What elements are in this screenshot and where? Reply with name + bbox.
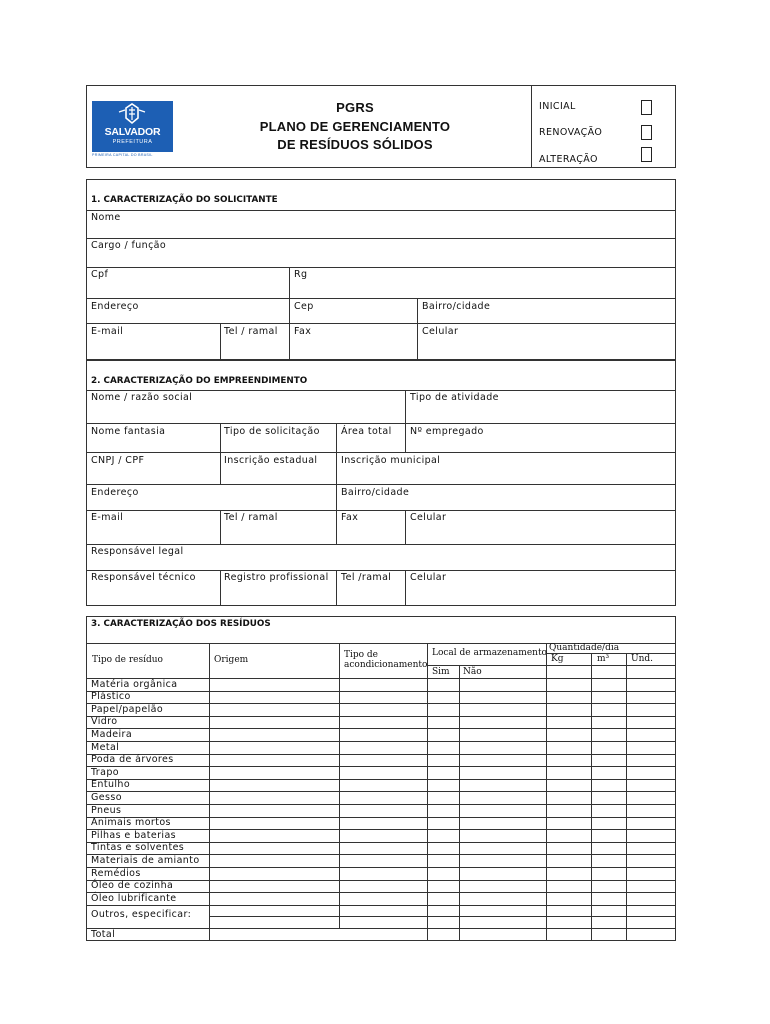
residue-row-label: Gesso [91, 791, 122, 803]
residue-row-label: Pilhas e baterias [91, 829, 177, 841]
row-outros-label: Outros, especificar: [91, 909, 192, 920]
residue-row-label: Metal [91, 741, 120, 753]
col-tipo-header: Tipo de resíduo [92, 655, 163, 665]
residue-row-divider [86, 804, 676, 805]
s1-rg-label: Rg [294, 269, 308, 280]
residue-row-label: Plástico [91, 691, 131, 703]
residue-row-divider [86, 728, 676, 729]
residue-row-divider [86, 905, 676, 906]
s2-registro-label: Registro profissional [224, 572, 329, 583]
residue-row-label: Materiais de amianto [91, 854, 200, 866]
s2-celular2-label: Celular [410, 572, 447, 583]
residue-row-divider [86, 817, 676, 818]
s2-resp-legal-label: Responsável legal [91, 546, 184, 557]
s2-estadual-label: Inscrição estadual [224, 455, 318, 466]
residue-row-label: Vidro [91, 716, 118, 728]
residue-row-label: Pneus [91, 804, 122, 816]
s2-fantasia-label: Nome fantasia [91, 426, 166, 437]
s1-cargo-label: Cargo / função [91, 240, 167, 251]
residue-row-label: Madeira [91, 728, 133, 740]
col-origem-header: Origem [214, 655, 249, 665]
logo-sub: PREFEITURA [112, 139, 153, 145]
option-inicial-checkbox[interactable] [641, 100, 652, 115]
title-line-3: DE RESÍDUOS SÓLIDOS [277, 137, 433, 152]
residue-row-divider [86, 880, 676, 881]
residue-row-divider [86, 716, 676, 717]
col-nao-header: Não [463, 667, 482, 677]
s1-nome-label: Nome [91, 212, 121, 223]
s2-atividade-label: Tipo de atividade [410, 392, 499, 403]
residue-row-divider [86, 741, 676, 742]
logo-name: SALVADOR [104, 126, 161, 138]
option-inicial-label: INICIAL [539, 101, 576, 112]
option-alteracao-checkbox[interactable] [641, 147, 652, 162]
s2-endereco-label: Endereço [91, 487, 139, 498]
s1-endereco-label: Endereço [91, 301, 139, 312]
option-alteracao-label: ALTERAÇÃO [539, 154, 598, 165]
title-line-2: PLANO DE GERENCIAMENTO [259, 119, 451, 134]
salvador-logo [92, 101, 173, 152]
col-kg-header: Kg [551, 654, 564, 664]
residue-row-label: Óleo lubrificante [91, 892, 177, 904]
s2-municipal-label: Inscrição municipal [341, 455, 441, 466]
residue-row-label: Entulho [91, 779, 131, 791]
residue-row-label: Remédios [91, 867, 141, 879]
col-acond-header-1: Tipo de [344, 650, 379, 660]
header-divider [531, 85, 532, 168]
residue-row-label: Óleo de cozinha [91, 880, 174, 892]
s1-celular-label: Celular [422, 326, 459, 337]
residue-row-label: Poda de árvores [91, 754, 174, 766]
col-local-header: Local de armazenamento [432, 648, 547, 658]
col-und-header: Und. [631, 654, 654, 664]
s2-cnpj-label: CNPJ / CPF [91, 455, 145, 466]
option-renovacao-label: RENOVAÇÃO [539, 127, 603, 138]
section2-title: 2. CARACTERIZAÇÃO DO EMPREENDIMENTO [91, 376, 308, 386]
row-total-label: Total [91, 929, 116, 940]
s1-bairro-label: Bairro/cidade [422, 301, 491, 312]
logo-tagline: PRIMEIRA CAPITAL DO BRASIL [92, 153, 153, 157]
s2-empregado-label: Nº empregado [410, 426, 484, 437]
s2-email-label: E-mail [91, 512, 124, 523]
residue-row-divider [86, 779, 676, 780]
residue-row-divider [86, 791, 676, 792]
option-renovacao-checkbox[interactable] [641, 125, 652, 140]
s2-area-label: Área total [341, 426, 392, 437]
residue-row-label: Tintas e solventes [91, 842, 185, 854]
s1-tel-label: Tel / ramal [224, 326, 278, 337]
col-acond-header-2: acondicionamento [344, 660, 428, 670]
col-qtd-header: Quantidade/dia [549, 643, 620, 653]
col-m3-header: m³ [597, 654, 610, 664]
crest-icon [92, 102, 173, 126]
s2-razao-label: Nome / razão social [91, 392, 193, 403]
residue-row-divider [86, 703, 676, 704]
residue-row-divider [86, 754, 676, 755]
s2-resp-tecnico-label: Responsável técnico [91, 572, 196, 583]
residue-row-label: Trapo [91, 766, 119, 778]
s2-fax-label: Fax [341, 512, 359, 523]
section1-title: 1. CARACTERIZAÇÃO DO SOLICITANTE [91, 195, 278, 205]
s2-bairro-label: Bairro/cidade [341, 487, 410, 498]
residue-row-divider [86, 766, 676, 767]
title-line-1: PGRS [336, 100, 374, 115]
s1-email-label: E-mail [91, 326, 124, 337]
section3-title: 3. CARACTERIZAÇÃO DOS RESÍDUOS [91, 619, 271, 629]
s1-fax-label: Fax [294, 326, 312, 337]
s2-tel2-label: Tel /ramal [341, 572, 392, 583]
residue-row-label: Papel/papelão [91, 703, 164, 715]
s2-solicitacao-label: Tipo de solicitação [224, 426, 320, 437]
residue-row-label: Matéria orgânica [91, 678, 178, 690]
s1-cep-label: Cep [294, 301, 314, 312]
residue-row-divider [86, 867, 676, 868]
s1-cpf-label: Cpf [91, 269, 109, 280]
s2-celular-label: Celular [410, 512, 447, 523]
residue-row-divider [86, 691, 676, 692]
section1-box [86, 179, 676, 360]
s2-tel-label: Tel / ramal [224, 512, 278, 523]
residue-row-label: Animais mortos [91, 817, 171, 829]
col-sim-header: Sim [432, 667, 450, 677]
